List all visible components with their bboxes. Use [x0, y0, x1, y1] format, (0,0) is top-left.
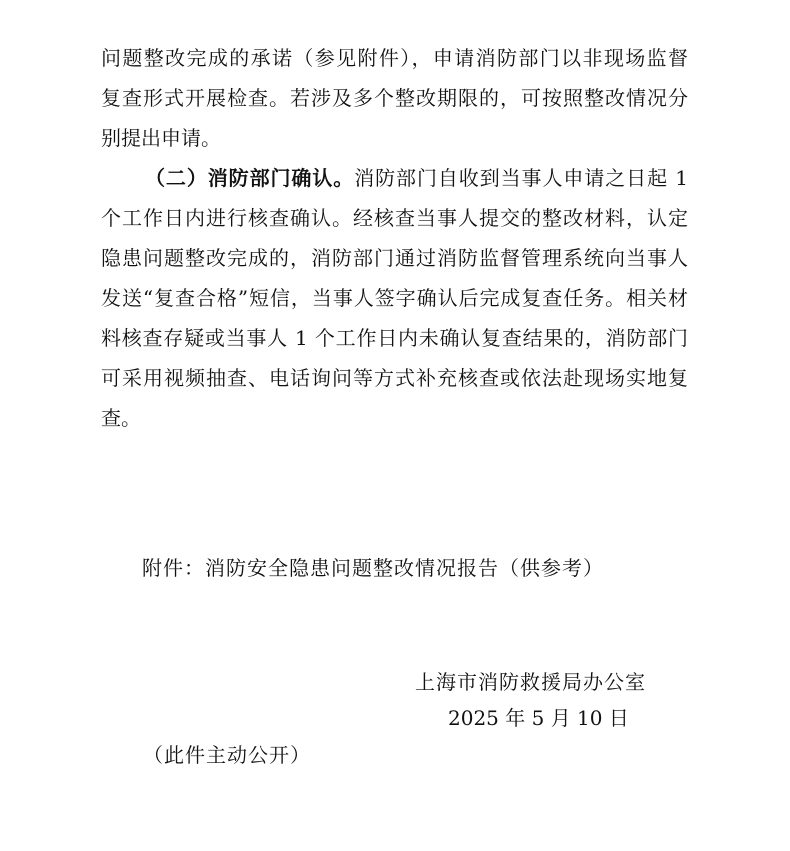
attachment-note: 附件：消防安全隐患问题整改情况报告（供参考） [142, 556, 604, 580]
paragraph [101, 158, 688, 438]
body-line: 隐患问题整改完成的，消防部门通过消防监督管理系统向当事人 [101, 246, 688, 270]
body-line: 发送“复查合格”短信，当事人签字确认后完成复查任务。相关材 [101, 286, 688, 310]
body-line: 别提出申请。 [101, 126, 221, 150]
paragraph [101, 38, 688, 158]
issuer-name: 上海市消防救援局办公室 [415, 670, 646, 694]
section-heading: （二）消防部门确认。 [145, 166, 355, 190]
issue-date: 2025 年 5 月 10 日 [448, 706, 629, 730]
document-body [101, 38, 688, 438]
body-line: 查。 [101, 406, 141, 430]
body-line: 可采用视频抽查、电话询问等方式补充核查或依法赴现场实地复 [101, 366, 688, 390]
body-line [145, 158, 688, 198]
body-line: 料核查存疑或当事人 1 个工作日内未确认复查结果的，消防部门 [101, 326, 688, 350]
body-line: 问题整改完成的承诺（参见附件），申请消防部门以非现场监督 [101, 46, 688, 70]
body-line: 复查形式开展检查。若涉及多个整改期限的，可按照整改情况分 [101, 86, 688, 110]
body-line: 个工作日内进行核查确认。经核查当事人提交的整改材料，认定 [101, 206, 688, 230]
disclosure-note: （此件主动公开） [143, 743, 311, 767]
body-line-text: 消防部门自收到当事人申请之日起 1 [354, 166, 688, 190]
